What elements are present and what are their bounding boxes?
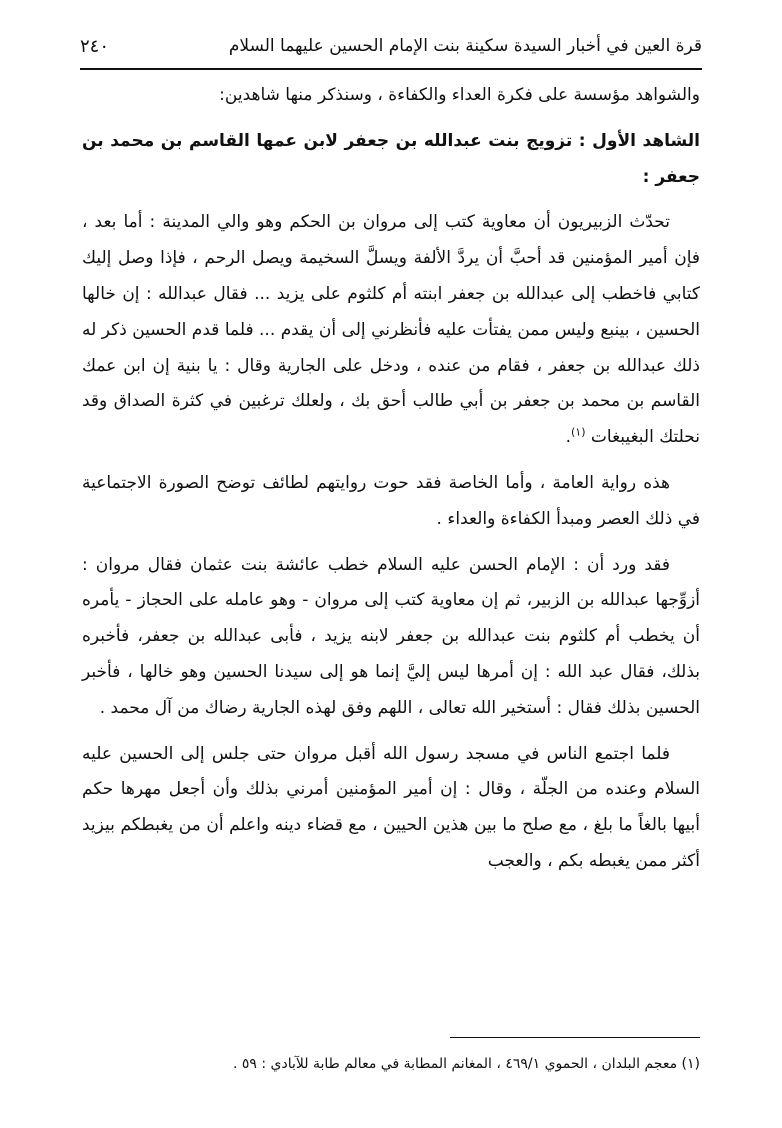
paragraph-1-text: تحدّث الزبيريون أن معاوية كتب إلى مروان بن الحكم وهو والي المدينة : أما بعد ، فإن أمير المؤمنين قد أحبَّ أن يردَّ الألفة ويسلَّ السخيمة ويصل الرحم ، فإذا وصل إليك كتابي فاخطب إلى عبدالله بن جعفر ابنته أم كلثوم على يزيد ... فقال عبدالله : إن خالها الحسين ، بينبع وليس ممن يفتأت عليه فأنظرني إلى أن يقدم ... فلما قدم الحسين ذكر له ذلك عبدالله بن جعفر ، فقام من عنده ، ودخل على الجارية وقال : يا بنية إن ابن عمك القاسم بن محمد بن جعفر بن أبي طالب أحق بك ، ولعلك ترغبين في كثرة الصداق وقد نحلتك البغيبغات: [82, 212, 700, 448]
footnote-divider: [450, 1037, 700, 1038]
footnote: (١) معجم البلدان ، الحموي ٤٦٩/١ ، المغانم المطابة في معالم طابة للآبادي : ٥٩ .: [232, 1056, 700, 1072]
header-divider: [80, 68, 702, 70]
section-heading: الشاهد الأول : تزويج بنت عبدالله بن جعفر لابن عمها القاسم بن محمد بن جعفر :: [82, 130, 700, 187]
running-header-title: قرة العين في أخبار السيدة سكينة بنت الإمام الحسين عليهما السلام: [228, 36, 702, 56]
running-header: [80, 26, 702, 66]
paragraph-3: فقد ورد أن : الإمام الحسن عليه السلام خطب عائشة بنت عثمان فقال مروان : أزوِّجها عبدالله بن الزبير، ثم إن معاوية كتب إلى مروان - وهو عامله على الحجاز - يأمره أن يخطب أم كلثوم بنت عبدالله بن جعفر لابنه يزيد ، فأبى عبدالله بن جعفر، فأخبره بذلك، فقال عبد الله : إن أمرها ليس إليَّ إنما هو إلى سيدنا الحسين وهو خالها ، فأخبر الحسين بذلك فقال : أستخير الله تعالى ، اللهم وفق لهذه الجارية رضاك من آل محمد .: [82, 554, 700, 718]
paragraph-4: فلما اجتمع الناس في مسجد رسول الله أقبل مروان حتى جلس إلى الحسين عليه السلام وعنده من الجلّة ، وقال : إن أمير المؤمنين أمرني بذلك وأن أجعل مهرها حكم أبيها بالغاً ما بلغ ، مع صلح ما بين هذين الحيين ، مع قضاء دينه واعلم أن من يغبطكم بيزيد أكثر ممن يغبطه بكم ، والعجب: [82, 743, 700, 871]
main-text: [82, 78, 700, 890]
page-number: ٢٤٠: [80, 35, 110, 57]
paragraph-1-end: .: [565, 427, 571, 448]
paragraph-1: [82, 205, 700, 456]
paragraph-2: هذه رواية العامة ، وأما الخاصة فقد حوت روايتهم لطائف توضح الصورة الاجتماعية في ذلك العصر ومبدأ الكفاءة والعداء .: [82, 472, 700, 529]
footnote-reference: (١): [571, 425, 586, 439]
intro-line: والشواهد مؤسسة على فكرة العداء والكفاءة ، وسنذكر منها شاهدين:: [219, 85, 700, 105]
